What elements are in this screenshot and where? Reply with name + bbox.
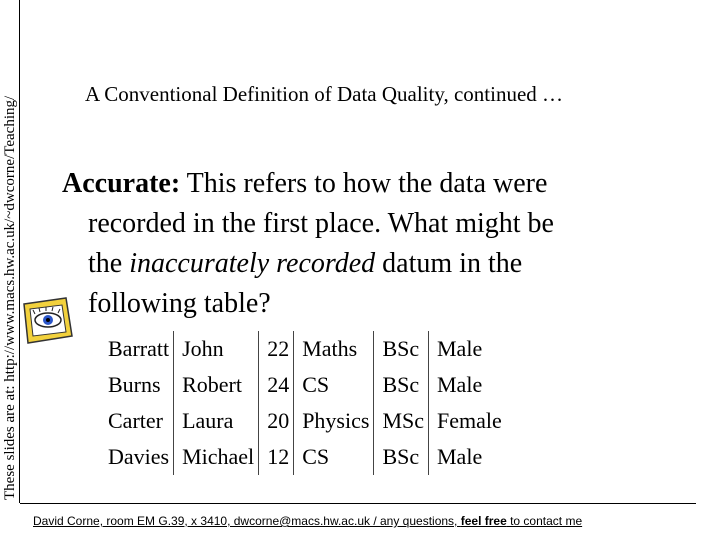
- table-cell: Maths: [294, 331, 374, 367]
- slide-title: A Conventional Definition of Data Quality, continued …: [85, 82, 564, 106]
- table-cell: Laura: [174, 403, 259, 439]
- table-cell: Burns: [108, 372, 161, 397]
- table-cell: Female: [429, 403, 506, 439]
- table-cell: CS: [294, 367, 374, 403]
- table-cell: BSc: [374, 439, 429, 475]
- body-line-1: [62, 164, 662, 204]
- body-line-1-text: This refers to how the data were: [180, 168, 548, 199]
- table-cell: Barratt: [108, 336, 170, 361]
- sidebar-url-text: These slides are at: http://www.macs.hw.ac.uk/~dwcorne/Teaching/: [2, 95, 18, 500]
- table-cell: MSc: [374, 403, 429, 439]
- table-cell: Male: [429, 439, 506, 475]
- table-cell: Physics: [294, 403, 374, 439]
- footer-divider: [20, 503, 696, 504]
- body-line-3-post: datum in the: [375, 248, 523, 279]
- table-cell: BSc: [374, 331, 429, 367]
- footer-suffix: to contact me: [506, 514, 583, 528]
- table-cell: Male: [429, 367, 506, 403]
- table-cell: Carter: [108, 408, 163, 433]
- table-cell: CS: [294, 439, 374, 475]
- sidebar-url-banner: [0, 0, 20, 503]
- body-line-3-pre: the: [88, 248, 130, 279]
- table-row: [100, 331, 506, 367]
- body-line-4: following table?: [88, 288, 271, 319]
- table-cell: 22: [259, 331, 294, 367]
- table-cell: Davies: [108, 444, 170, 469]
- body-line-3: [62, 244, 662, 284]
- student-data-table: [100, 331, 506, 475]
- table-row: [100, 439, 506, 475]
- table-row: [100, 403, 506, 439]
- table-cell: 24: [259, 367, 294, 403]
- slide-body: [62, 164, 662, 324]
- table-cell: Michael: [174, 439, 259, 475]
- footer-prefix: David Corne, room EM G.39, x 3410, dwcorne@macs.hw.ac.uk / any questions,: [33, 514, 461, 528]
- table-cell: John: [174, 331, 259, 367]
- footer-feel-free: feel free: [460, 514, 507, 528]
- table-cell: BSc: [374, 367, 429, 403]
- table-cell: Male: [429, 331, 506, 367]
- table-cell: Robert: [174, 367, 259, 403]
- accurate-term: Accurate:: [62, 168, 181, 199]
- inaccurately-recorded-term: inaccurately recorded: [129, 248, 376, 279]
- eye-clipart-icon: [20, 296, 74, 346]
- body-line-2: recorded in the first place. What might be: [88, 208, 554, 239]
- table-cell: 20: [259, 403, 294, 439]
- table-cell: 12: [259, 439, 294, 475]
- table-row: [100, 367, 506, 403]
- footer-contact: [33, 514, 582, 528]
